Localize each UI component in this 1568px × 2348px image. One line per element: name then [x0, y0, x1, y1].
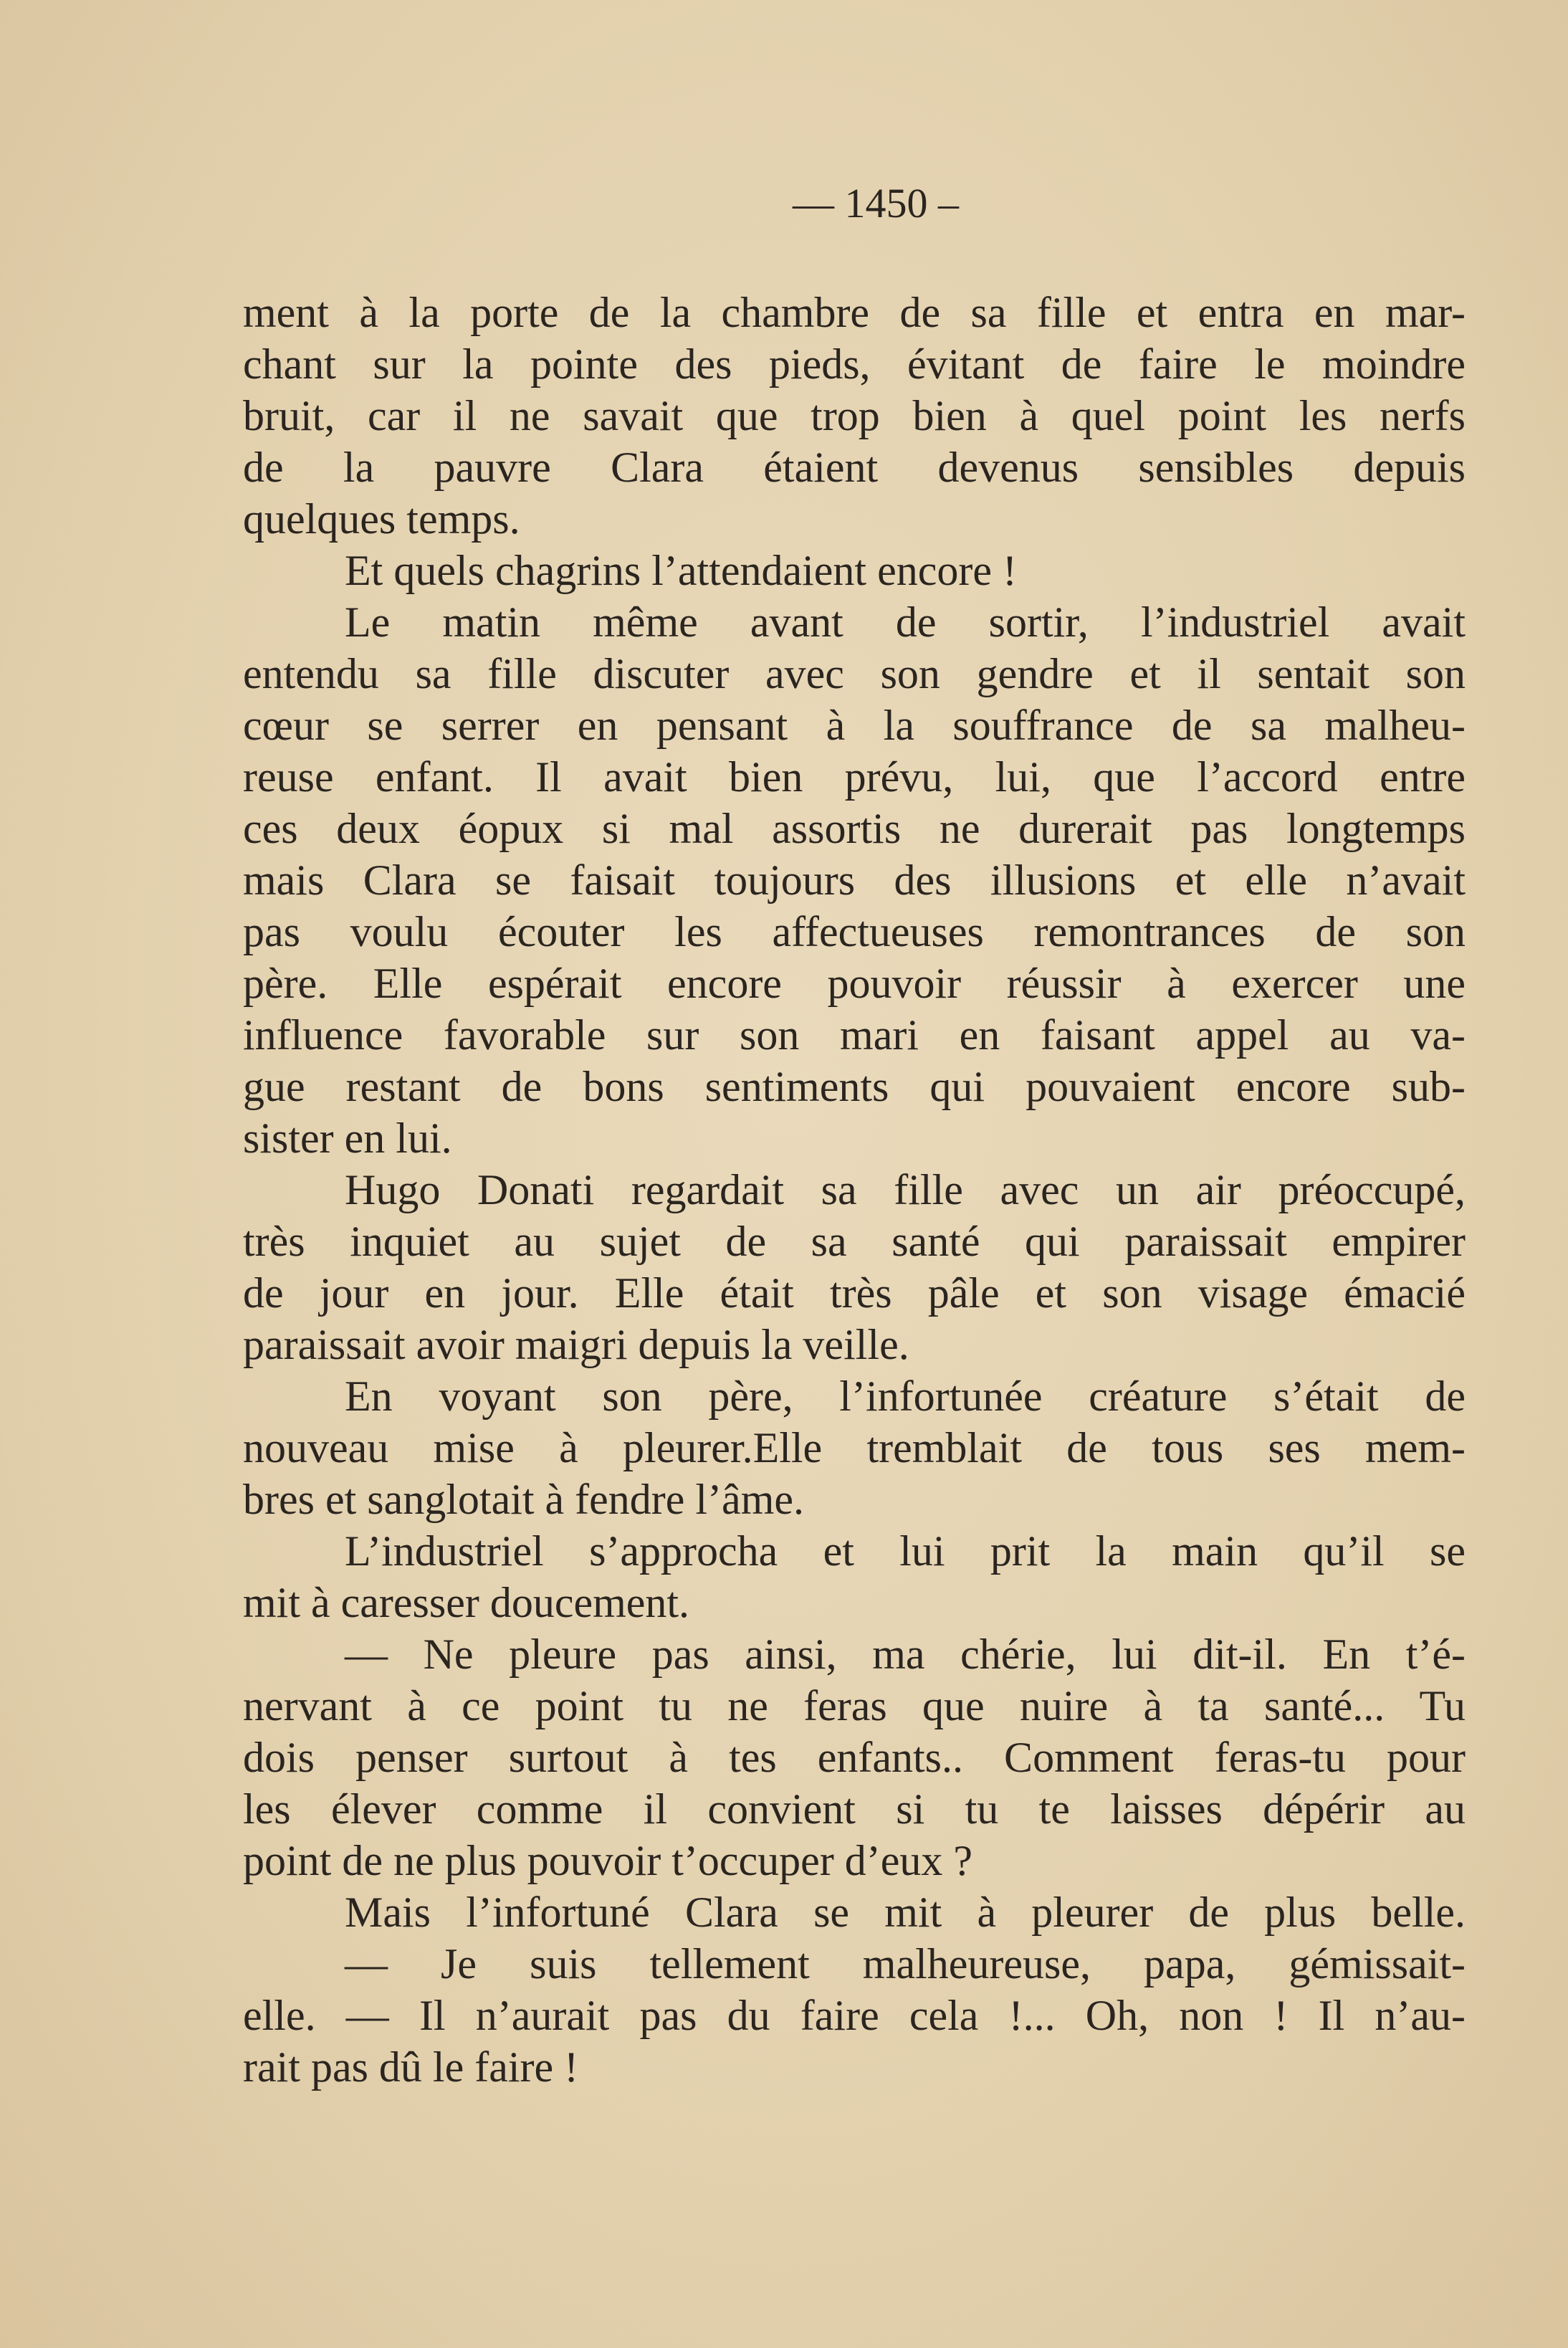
text-line: sister en lui.	[243, 1115, 452, 1162]
text-line: L’industriel s’approcha et lui prit la main qu’il se	[345, 1527, 1466, 1575]
text-line: de la pauvre Clara étaient devenus sensibles depuis	[243, 444, 1466, 491]
text-line: nervant à ce point tu ne feras que nuire à ta santé... Tu	[243, 1682, 1466, 1729]
text-line: nouveau mise à pleurer.Elle tremblait de tous ses mem-	[243, 1424, 1466, 1471]
text-line: chant sur la pointe des pieds, évitant de faire le moindre	[243, 340, 1466, 388]
text-line: dois penser surtout à tes enfants.. Comment feras-tu pour	[243, 1734, 1466, 1781]
text-line: Le matin même avant de sortir, l’industriel avait	[345, 598, 1466, 646]
text-line: elle. — Il n’aurait pas du faire cela !... Oh, non ! Il n’au-	[243, 1992, 1466, 2039]
text-line: reuse enfant. Il avait bien prévu, lui, que l’accord entre	[243, 753, 1466, 801]
text-line: ces deux éopux si mal assortis ne durerait pas longtemps	[243, 805, 1466, 852]
text-line: entendu sa fille discuter avec son gendre et il sentait son	[243, 650, 1466, 697]
text-line: gue restant de bons sentiments qui pouvaient encore sub-	[243, 1063, 1466, 1110]
body-text	[243, 287, 1466, 2093]
text-line: Et quels chagrins l’attendaient encore !	[345, 547, 1017, 594]
text-line: En voyant son père, l’infortunée créature s’était de	[345, 1373, 1466, 1420]
text-line: point de ne plus pouvoir t’occuper d’eux ?	[243, 1837, 973, 1884]
text-line: rait pas dû le faire !	[243, 2043, 579, 2091]
text-line: bres et sanglotait à fendre l’âme.	[243, 1476, 804, 1523]
text-line: — Ne pleure pas ainsi, ma chérie, lui dit-il. En t’é-	[345, 1631, 1466, 1678]
text-line: Hugo Donati regardait sa fille avec un air préoccupé,	[345, 1166, 1466, 1213]
text-line: ment à la porte de la chambre de sa fille et entra en mar-	[243, 289, 1466, 336]
text-line: — Je suis tellement malheureuse, papa, gémissait-	[345, 1940, 1466, 1987]
text-line: très inquiet au sujet de sa santé qui paraissait empirer	[243, 1218, 1466, 1265]
text-line: cœur se serrer en pensant à la souffrance de sa malheu-	[243, 702, 1466, 749]
text-line: Mais l’infortuné Clara se mit à pleurer de plus belle.	[345, 1889, 1466, 1936]
page-number: — 1450 –	[793, 180, 959, 226]
text-line: paraissait avoir maigri depuis la veille.	[243, 1321, 909, 1368]
text-line: influence favorable sur son mari en faisant appel au va-	[243, 1011, 1466, 1059]
text-line: quelques temps.	[243, 495, 520, 543]
text-line: bruit, car il ne savait que trop bien à quel point les nerfs	[243, 392, 1466, 439]
text-line: de jour en jour. Elle était très pâle et son visage émacié	[243, 1269, 1466, 1317]
text-line: père. Elle espérait encore pouvoir réussir à exercer une	[243, 960, 1466, 1007]
text-line: les élever comme il convient si tu te laisses dépérir au	[243, 1785, 1466, 1833]
text-line: mais Clara se faisait toujours des illusions et elle n’avait	[243, 856, 1466, 904]
text-line: pas voulu écouter les affectueuses remontrances de son	[243, 908, 1466, 955]
text-line: mit à caresser doucement.	[243, 1579, 690, 1626]
